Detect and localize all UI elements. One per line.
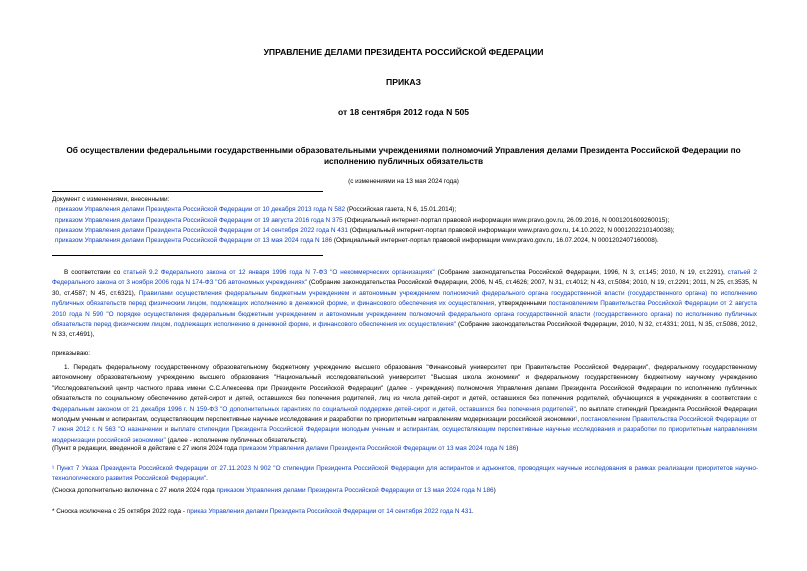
footnote-text: . [206,475,208,483]
document-title [40,145,767,167]
amendment-item [52,216,675,226]
amendment-item [52,236,675,246]
decree-link[interactable]: постановлением Правительства Российской Федерации от 2 августа 2010 года N 590 "О порядке осуществления федеральным бюджетным учреждением и автономным учреждением полномочий федерального органа государственной власти (государственного органа) по исполнению публичных обязательств перед физическим лицом, подлежащих исполнению в денежной форме, и финансового обеспечения их осуществления" [52,300,757,329]
date-number-heading: от 18 сентября 2012 года N 505 [337,107,470,117]
note-text: * Сноска исключена с 25 октября 2022 года - [52,508,187,515]
title-line-2: исполнению публичных обязательств [323,156,484,166]
note-link[interactable]: приказ Управления делами Президента Российской Федерации от 14 сентября 2022 года N 431 [186,508,472,515]
decree-902-link[interactable]: Пункт 7 Указа Президента Российской Федерации от 27.11.2023 N 902 "О стипендии Президента Российской Федерации для аспирантов и адъюнктов, проводящих научные исследования в рамках реализации приоритетов научно-технологического развития Российской Федерации" [52,465,759,483]
amendment-link[interactable]: приказом Управления делами Президента Российской Федерации от 19 августа 2016 года N 375 [55,216,343,224]
preamble-paragraph [52,268,757,341]
preamble-text: , утвержденными [494,300,549,308]
law-link[interactable]: статьей 2 Федерального закона от 3 ноября 2006 года N 174-ФЗ "Об автономных учреждениях" [52,269,757,287]
org-heading: УПРАВЛЕНИЕ ДЕЛАМИ ПРЕЗИДЕНТА РОССИЙСКОЙ ФЕДЕРАЦИИ [263,47,544,57]
government-decree-link[interactable]: постановлением Правительства Российской Федерации от 7 июня 2012 г. N 563 "О назначении и выплате стипендии Президента Российской Федерации молодым ученым и аспирантам, осуществляющим перспективные научные исследования и разработки по приоритетным направлениям модернизации российской экономики" [52,416,757,444]
divider-top [52,191,323,192]
note-link[interactable]: приказом Управления делами Президента Российской Федерации от 13 мая 2024 года N 186 [239,445,517,452]
item-text: (далее - исполнение публичных обязательств). [165,436,308,444]
federal-law-link[interactable]: Федеральным законом от 21 декабря 1996 г. N 159-ФЗ "О дополнительных гарантиях по социальной поддержке детей-сирот и детей, оставшихся без попечения родителей" [52,405,576,413]
note-link[interactable]: приказом Управления делами Президента Российской Федерации от 13 мая 2024 года N 186 [216,487,494,494]
amendments-intro: Документ с изменениями, внесенными: [52,196,170,203]
amendment-link[interactable]: приказом Управления делами Президента Российской Федерации от 13 мая 2024 года N 186 [55,237,333,245]
footnote-marker: ¹ [575,416,578,424]
amendment-source: (Официальный интернет-портал правовой информации www.pravo.gov.ru, 26.09.2016, N 0001201609260015); [342,216,670,224]
amendment-link[interactable]: приказом Управления делами Президента Российской Федерации от 10 декабря 2013 года N 582 [55,206,346,214]
note-text: ) [516,445,519,452]
preamble-text: В соответствии со [64,269,124,276]
preamble-text: (Собрание законодательства Российской Федерации, 2010, N 32, ст.4331; 2011, N 35, ст.5086, 2012, N 33, ст.4691), [52,321,757,339]
note-text: ) [493,487,496,494]
note-text: (Пункт в редакции, введенной в действие с 27 июля 2024 года [52,445,240,452]
law-link[interactable]: статьей 9.2 Федерального закона от 12 января 1996 года N 7-ФЗ "О некоммерческих организациях" [123,269,435,276]
footnote-marker: ¹ [52,465,55,472]
amendment-source: (Официальный интернет-портал правовой информации www.pravo.gov.ru, 14.10.2022, N 0001202210140038); [347,226,675,234]
edit-note-2 [52,486,496,496]
title-line-1: Об осуществлении федеральными государственными образовательными учреждениями полномочий Управления делами Президента Российской Федерации по [66,145,741,155]
amendment-source: (Официальный интернет-портал правовой информации www.pravo.gov.ru, 16.07.2024, N 0001202407160008). [332,237,659,245]
footnote-1 [52,464,758,485]
rules-link[interactable]: Правилами осуществления федеральным бюджетным учреждением и автономным учреждением полномочий федерального органа государственной власти (государственного органа) по исполнению публичных обязательств перед физическим лицом, подлежащих исполнению в денежной форме, и финансового обеспечения их осуществления [52,289,757,308]
doc-type-heading: ПРИКАЗ [386,77,421,87]
item-text: , [577,416,582,424]
amendments-block [52,195,675,246]
item-1-paragraph [52,363,757,446]
edit-note-1 [52,444,518,454]
amendment-source: (Российская газета, N 6, 15.01.2014); [345,206,457,214]
order-word: приказываю: [52,350,90,357]
item-text: , по выплате стипендий Президента Российской Федерации молодым ученым и аспирантам, осуществляющим перспективные научные исследования и разработки по приоритетным направлениям модернизации российской экономики [52,405,757,424]
note-text: . [471,508,474,515]
amendment-item [52,205,675,215]
edit-note-3 [52,507,474,517]
note-text: (Сноска дополнительно включена с 27 июля 2024 года [52,487,217,494]
preamble-text: (Собрание законодательства Российской Федерации, 2006, N 45, ст.4626; 2007, N 31, ст.4012; N 43, ст.5084; 2010, N 19, ст.2291; 2011, N 25, ст.3535, N 30, ст.4587; N 45, ст.6321), [52,279,757,297]
amendment-link[interactable]: приказом Управления делами Президента Российской Федерации от 14 сентября 2022 года N 431 [55,226,348,234]
preamble-text: (Собрание законодательства Российской Федерации, 1996, N 3, ст.145; 2010, N 19, ст.2291), [434,269,728,276]
divider-bottom [52,255,323,256]
amendment-item [52,226,675,236]
item-text: 1. Передать федеральному государственному образовательному бюджетному учреждению высшего образования "Финансовый университет при Правительстве Российской Федерации", федеральному государственному автономному образовательному учреждению высшего образования "Национальный исследовательский университет "Высшая школа экономики" и федеральному государственному бюджетному научному учреждению "Исследовательский центр частного права имени С.С.Алексеева при Президенте Российской Федерации" (далее - учреждения) полномочия Управления делами Президента Российской Федерации по исполнению публичных обязательств по социальному обеспечению детей-сирот и детей, оставшихся без попечения родителей, лиц из числа детей-сирот и детей, оставшихся без попечения родителей, обучающихся в учреждениях в соответствии с [52,364,757,403]
revision-note: (с изменениями на 13 мая 2024 года) [348,178,459,185]
